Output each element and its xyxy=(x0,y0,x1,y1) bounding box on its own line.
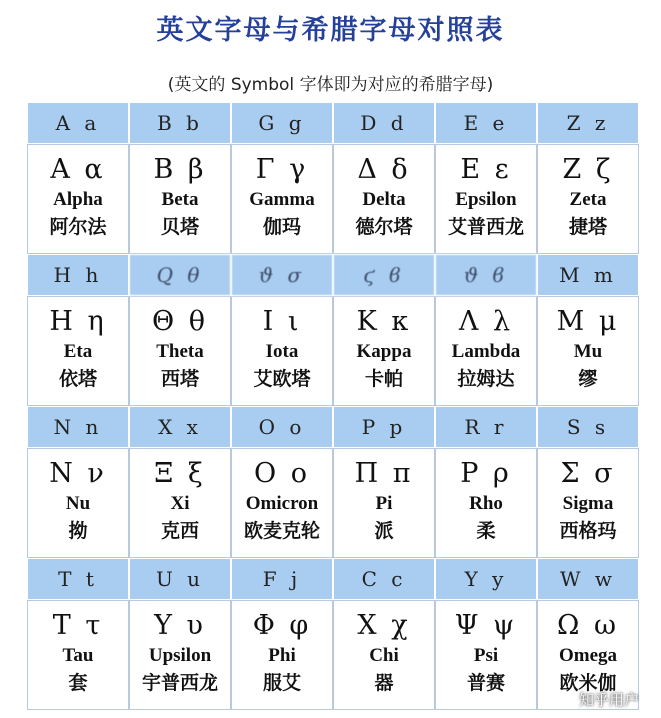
chinese-name: 克西 xyxy=(160,520,199,542)
greek-cell-kappa xyxy=(333,296,435,406)
greek-name: Psi xyxy=(473,645,499,666)
greek-letters: Ρ ρ xyxy=(460,458,512,489)
greek-row xyxy=(27,296,639,406)
greek-letters: Γ γ xyxy=(255,154,309,185)
greek-cell-iota xyxy=(231,296,333,406)
greek-name: Gamma xyxy=(249,189,315,210)
greek-name: Rho xyxy=(469,493,503,514)
latin-header-cell: H h xyxy=(27,254,129,296)
latin-header-cell: A a xyxy=(27,102,129,144)
chinese-name: 贝塔 xyxy=(160,216,199,238)
chinese-name: 派 xyxy=(374,520,394,542)
page-subtitle: (英文的 Symbol 字体即为对应的希腊字母) xyxy=(167,75,494,95)
greek-letters: Ω ω xyxy=(557,610,619,641)
greek-name: Kappa xyxy=(356,341,412,362)
chinese-name: 艾欧塔 xyxy=(253,368,311,390)
greek-cell-zeta xyxy=(537,144,639,254)
chinese-name: 捷塔 xyxy=(568,216,607,238)
greek-cell-nu xyxy=(27,448,129,558)
greek-name: Mu xyxy=(573,341,603,362)
latin-header-cell: ϛ ϐ xyxy=(333,254,435,296)
chinese-name: 艾普西龙 xyxy=(447,216,524,238)
greek-letters: Π π xyxy=(354,458,414,489)
latin-header-cell: B b xyxy=(129,102,231,144)
greek-cell-beta xyxy=(129,144,231,254)
chinese-name: 器 xyxy=(374,672,394,694)
latin-header-cell: R r xyxy=(435,406,537,448)
greek-name: Sigma xyxy=(562,493,614,514)
chinese-name: 服艾 xyxy=(262,672,301,694)
header-row xyxy=(27,254,639,296)
greek-letters: Χ χ xyxy=(357,610,411,641)
greek-letters: Ο ο xyxy=(254,458,310,489)
greek-cell-rho xyxy=(435,448,537,558)
greek-cell-upsilon xyxy=(129,600,231,710)
latin-header-cell: ϑ σ xyxy=(231,254,333,296)
greek-letters: Θ θ xyxy=(152,306,208,337)
latin-header-cell: P p xyxy=(333,406,435,448)
greek-row xyxy=(27,448,639,558)
greek-letters: Η η xyxy=(49,306,107,337)
chinese-name: 卡帕 xyxy=(364,368,403,390)
greek-name: Zeta xyxy=(569,189,607,210)
greek-name: Epsilon xyxy=(455,189,517,210)
header-row xyxy=(27,102,639,144)
greek-name: Omega xyxy=(558,645,618,666)
greek-cell-delta xyxy=(333,144,435,254)
chinese-name: 西塔 xyxy=(160,368,199,390)
latin-header-cell: Q θ xyxy=(129,254,231,296)
latin-header-cell: O o xyxy=(231,406,333,448)
greek-letters: Λ λ xyxy=(458,306,514,337)
greek-letters: Σ σ xyxy=(560,458,616,489)
greek-name: Beta xyxy=(161,189,199,210)
latin-header-cell: ϑ ϐ xyxy=(435,254,537,296)
latin-header-cell: Z z xyxy=(537,102,639,144)
latin-header-cell: E e xyxy=(435,102,537,144)
greek-letters: Ξ ξ xyxy=(154,458,206,489)
chinese-name: 宇普西龙 xyxy=(141,672,218,694)
greek-letters: Ι ι xyxy=(262,306,302,337)
header-row xyxy=(27,406,639,448)
greek-letters: Κ κ xyxy=(356,306,412,337)
greek-cell-psi xyxy=(435,600,537,710)
chinese-name: 拉姆达 xyxy=(457,368,515,390)
greek-letters: Δ δ xyxy=(357,154,411,185)
latin-header-cell: F j xyxy=(231,558,333,600)
greek-letters: Ν ν xyxy=(49,458,107,489)
greek-letters: Β β xyxy=(153,154,207,185)
greek-name: Upsilon xyxy=(148,645,212,666)
chinese-name: 伽玛 xyxy=(262,216,301,238)
greek-letters: Υ υ xyxy=(154,610,206,641)
latin-header-cell: T t xyxy=(27,558,129,600)
greek-cell-pi xyxy=(333,448,435,558)
chinese-name: 拗 xyxy=(68,520,88,542)
greek-cell-alpha xyxy=(27,144,129,254)
greek-cell-chi xyxy=(333,600,435,710)
page-title: 英文字母与希腊字母对照表 xyxy=(156,15,505,46)
greek-name: Alpha xyxy=(53,189,103,210)
greek-name: Omicron xyxy=(245,493,319,514)
latin-header-cell: M m xyxy=(537,254,639,296)
greek-cell-eta xyxy=(27,296,129,406)
greek-letters: Ζ ζ xyxy=(562,154,614,185)
header-row xyxy=(27,558,639,600)
chinese-name: 柔 xyxy=(476,520,496,542)
latin-header-cell: C c xyxy=(333,558,435,600)
greek-letters: Α α xyxy=(50,154,106,185)
greek-letters: Μ μ xyxy=(556,306,620,337)
greek-letters: Τ τ xyxy=(52,610,104,641)
greek-cell-phi xyxy=(231,600,333,710)
greek-row xyxy=(27,144,639,254)
chinese-name: 缪 xyxy=(578,368,598,390)
greek-cell-epsilon xyxy=(435,144,537,254)
greek-name: Theta xyxy=(156,341,204,362)
chinese-name: 西格玛 xyxy=(559,520,617,542)
greek-name: Lambda xyxy=(451,341,521,362)
chinese-name: 欧米伽 xyxy=(559,672,617,694)
greek-name: Chi xyxy=(369,645,399,666)
greek-letters: Ψ ψ xyxy=(454,610,518,641)
letter-table xyxy=(27,102,639,710)
greek-name: Phi xyxy=(268,645,296,666)
greek-cell-theta xyxy=(129,296,231,406)
latin-header-cell: Y y xyxy=(435,558,537,600)
greek-cell-gamma xyxy=(231,144,333,254)
latin-header-cell: W w xyxy=(537,558,639,600)
greek-cell-sigma xyxy=(537,448,639,558)
latin-header-cell: S s xyxy=(537,406,639,448)
greek-name: Pi xyxy=(375,493,393,514)
greek-cell-mu xyxy=(537,296,639,406)
chinese-name: 德尔塔 xyxy=(355,216,413,238)
chinese-name: 普赛 xyxy=(466,672,505,694)
greek-cell-tau xyxy=(27,600,129,710)
greek-cell-omicron xyxy=(231,448,333,558)
chinese-name: 阿尔法 xyxy=(49,216,107,238)
greek-row xyxy=(27,600,639,710)
greek-name: Eta xyxy=(63,341,93,362)
greek-cell-xi xyxy=(129,448,231,558)
chinese-name: 套 xyxy=(68,672,88,694)
greek-name: Delta xyxy=(362,189,406,210)
latin-header-cell: U u xyxy=(129,558,231,600)
latin-header-cell: G g xyxy=(231,102,333,144)
chinese-name: 欧麦克轮 xyxy=(243,520,320,542)
greek-name: Iota xyxy=(265,341,299,362)
greek-name: Xi xyxy=(170,493,190,514)
chinese-name: 依塔 xyxy=(58,368,97,390)
greek-letters: Φ φ xyxy=(252,610,312,641)
greek-name: Nu xyxy=(65,493,91,514)
latin-header-cell: X x xyxy=(129,406,231,448)
watermark: 知乎用户 xyxy=(578,691,639,709)
greek-cell-lambda xyxy=(435,296,537,406)
latin-header-cell: N n xyxy=(27,406,129,448)
greek-name: Tau xyxy=(62,645,94,666)
greek-letters: Ε ε xyxy=(460,154,512,185)
latin-header-cell: D d xyxy=(333,102,435,144)
